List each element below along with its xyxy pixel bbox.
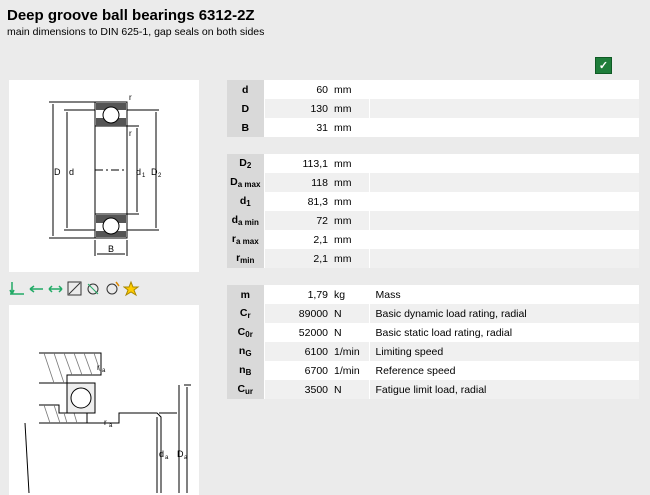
label-d1: d — [136, 167, 142, 177]
description-cell — [369, 80, 639, 99]
symbol-subscript: 1 — [246, 199, 251, 208]
value-cell: 113,1 — [264, 154, 331, 173]
symbol-cell — [227, 380, 264, 399]
label-Da-sub: a — [184, 455, 188, 461]
symbol-cell — [227, 342, 264, 361]
symbol-subscript: G — [245, 349, 252, 358]
table-row — [227, 211, 639, 230]
value-cell: 130 — [264, 99, 331, 118]
unit-cell: mm — [331, 173, 369, 192]
label-B: B — [108, 244, 115, 254]
angle-misalignment-icon — [66, 280, 83, 297]
symbol-cell — [227, 80, 264, 99]
symbol-cell — [227, 361, 264, 380]
description-cell — [369, 118, 639, 137]
table-row — [227, 285, 639, 304]
table-row — [227, 230, 639, 249]
bearing-section-drawing — [9, 80, 199, 272]
page-title: Deep groove ball bearings 6312-2Z — [7, 7, 255, 24]
symbol-cell — [227, 211, 264, 230]
main-dimensions-table — [227, 80, 639, 137]
unit-cell: 1/min — [331, 361, 369, 380]
label-D2-sub: 2 — [158, 173, 162, 179]
value-cell: 3500 — [264, 380, 331, 399]
mounting-cross-section — [9, 305, 199, 495]
label-D2: D — [151, 167, 158, 177]
value-cell: 52000 — [264, 323, 331, 342]
symbol: d — [239, 195, 247, 207]
radial-load-icon — [9, 280, 26, 297]
description-cell: Mass — [369, 285, 639, 304]
axial-load-left-icon — [28, 280, 45, 297]
label-r-inner: r — [129, 129, 132, 138]
unit-cell: mm — [331, 192, 369, 211]
description-cell — [369, 230, 639, 249]
excel-export-icon[interactable]: ✓ — [595, 57, 612, 74]
table-row — [227, 154, 639, 173]
mounting-dimensions-table — [227, 154, 639, 268]
label-d: d — [69, 167, 75, 177]
description-cell — [369, 99, 639, 118]
symbol-subscript: a max — [237, 180, 261, 189]
label-ra-top-sub: a — [102, 368, 106, 374]
description-cell — [369, 154, 639, 173]
table-row — [227, 342, 639, 361]
unit-cell: mm — [331, 118, 369, 137]
value-cell: 2,1 — [264, 249, 331, 268]
table-row — [227, 99, 639, 118]
label-d1-sub: 1 — [142, 173, 146, 179]
value-cell: 118 — [264, 173, 331, 192]
value-cell: 31 — [264, 118, 331, 137]
description-cell — [369, 173, 639, 192]
unit-cell: 1/min — [331, 342, 369, 361]
unit-cell: N — [331, 323, 369, 342]
symbol-cell — [227, 154, 264, 173]
symbol-cell — [227, 323, 264, 342]
description-cell: Basic dynamic load rating, radial — [369, 304, 639, 323]
symbol-subscript: a max — [235, 237, 259, 246]
sealed-icon — [123, 280, 140, 297]
symbol-cell — [227, 285, 264, 304]
symbol-cell — [227, 118, 264, 137]
symbol-subscript: min — [240, 256, 255, 265]
symbol: B — [241, 121, 250, 134]
unit-cell: mm — [331, 249, 369, 268]
symbol: d — [231, 214, 238, 226]
symbol: D — [230, 176, 238, 188]
table-row — [227, 80, 639, 99]
table-row — [227, 380, 639, 399]
description-cell: Reference speed — [369, 361, 639, 380]
symbol-subscript: a min — [238, 218, 259, 227]
symbol-subscript: r — [247, 311, 251, 320]
value-cell: 72 — [264, 211, 331, 230]
symbol-cell — [227, 99, 264, 118]
value-cell: 6700 — [264, 361, 331, 380]
symbol-subscript: 2 — [246, 161, 252, 170]
heat-icon — [104, 280, 121, 297]
unit-cell: mm — [331, 99, 369, 118]
symbol: D — [239, 157, 247, 169]
symbol: C — [237, 326, 246, 338]
unit-cell: mm — [331, 230, 369, 249]
property-icons — [9, 279, 140, 297]
symbol-cell — [227, 230, 264, 249]
symbol-subscript: B — [245, 368, 252, 377]
table-row — [227, 192, 639, 211]
label-ra-bottom: r — [104, 418, 107, 427]
symbol-subscript: 0r — [245, 330, 253, 339]
label-da-sub: a — [165, 455, 169, 461]
value-cell: 60 — [264, 80, 331, 99]
performance-table — [227, 285, 639, 399]
symbol-cell — [227, 304, 264, 323]
unit-cell: mm — [331, 80, 369, 99]
symbol-cell — [227, 173, 264, 192]
table-row — [227, 249, 639, 268]
symbol: r — [236, 252, 241, 264]
symbol: D — [241, 102, 250, 115]
description-cell — [369, 249, 639, 268]
unit-cell: mm — [331, 154, 369, 173]
value-cell: 1,79 — [264, 285, 331, 304]
symbol: m — [240, 288, 250, 301]
unit-cell: N — [331, 380, 369, 399]
symbol: r — [231, 233, 236, 245]
table-row — [227, 323, 639, 342]
value-cell: 2,1 — [264, 230, 331, 249]
label-da: d — [159, 449, 165, 459]
symbol: n — [238, 345, 246, 357]
bearing-cross-section — [9, 80, 199, 272]
symbol: d — [242, 83, 249, 96]
mounting-drawing — [9, 305, 199, 495]
table-row — [227, 173, 639, 192]
label-ra-top: r — [97, 363, 100, 372]
symbol-cell — [227, 192, 264, 211]
symbol-subscript: ur — [245, 387, 254, 396]
unit-cell: mm — [331, 211, 369, 230]
table-row — [227, 304, 639, 323]
description-cell — [369, 211, 639, 230]
label-Da: D — [177, 449, 184, 459]
page-subtitle: main dimensions to DIN 625-1, gap seals on both sides — [7, 26, 265, 38]
description-cell — [369, 192, 639, 211]
description-cell: Fatigue limit load, radial — [369, 380, 639, 399]
label-r-top: r — [129, 93, 132, 102]
unit-cell: N — [331, 304, 369, 323]
symbol: n — [239, 364, 246, 376]
symbol: C — [239, 307, 248, 319]
value-cell: 89000 — [264, 304, 331, 323]
value-cell: 6100 — [264, 342, 331, 361]
noise-icon — [85, 280, 102, 297]
unit-cell: kg — [331, 285, 369, 304]
axial-load-both-icon — [47, 280, 64, 297]
label-ra-bottom-sub: a — [109, 423, 113, 429]
symbol-cell — [227, 249, 264, 268]
description-cell: Limiting speed — [369, 342, 639, 361]
table-row — [227, 118, 639, 137]
value-cell: 81,3 — [264, 192, 331, 211]
table-row — [227, 361, 639, 380]
label-D: D — [54, 167, 61, 177]
description-cell: Basic static load rating, radial — [369, 323, 639, 342]
symbol: C — [237, 383, 246, 395]
